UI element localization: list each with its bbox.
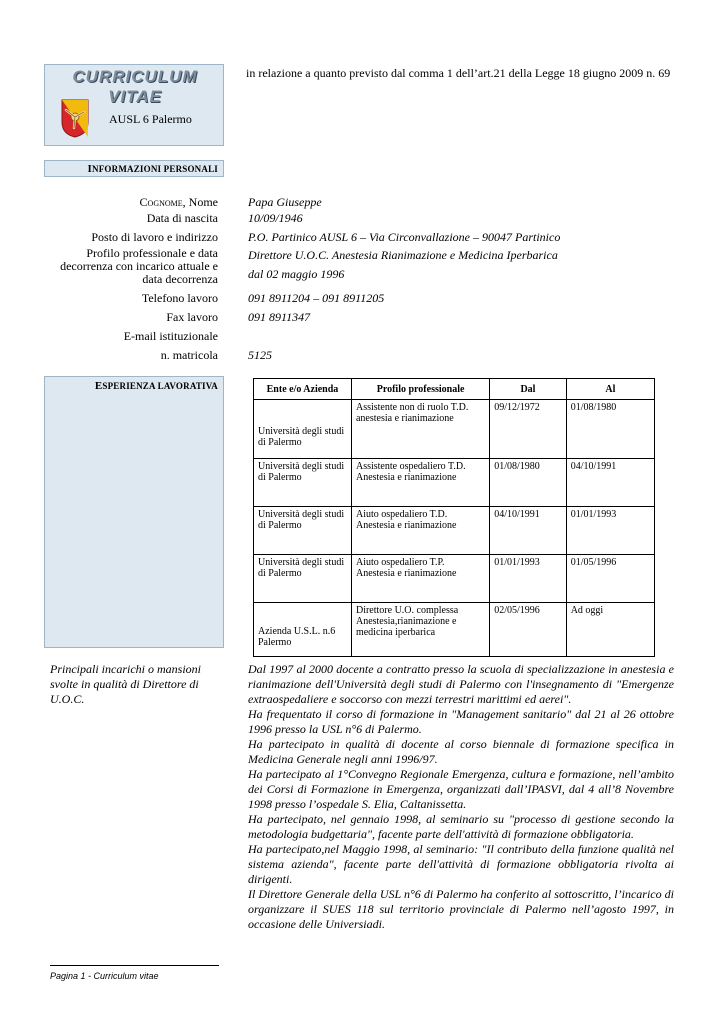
cell-ente: Università degli studi di Palermo <box>254 555 352 603</box>
incarichi-paragraph: Ha partecipato al 1°Convegno Regionale Emergenza, cultura e formazione, nell’ambito dei Corsi di Formazione in Emergenza, organizzati dall’IPASVI, dal 4 all’8 Novembre 1998 presso l’ospedale S. Elia, Caltanissetta. <box>248 767 674 811</box>
profile-date: dal 02 maggio 1996 <box>248 267 345 281</box>
birth-value: 10/09/1946 <box>248 211 303 225</box>
table-row <box>254 400 655 459</box>
cell-al: 04/10/1991 <box>566 459 654 507</box>
section-title: INFORMAZIONI PERSONALI <box>87 163 218 175</box>
header-al: Al <box>566 379 654 400</box>
incarichi-paragraph: Il Direttore Generale della USL n°6 di Palermo ha conferito al sottoscritto, l’incarico di organizzare il SUES 118 sul territorio provinciale di Palermo nell’agosto 1997, in occasione delle Universiadi. <box>248 887 674 931</box>
cell-ente: Azienda U.S.L. n.6 Palermo <box>254 603 352 657</box>
cell-ente: Università degli studi di Palermo <box>254 507 352 555</box>
footer-divider <box>50 965 219 966</box>
footer-text: Pagina 1 - Curriculum vitae <box>50 971 159 981</box>
intro-text: in relazione a quanto previsto dal comma 1 dell’art.21 della Legge 18 giugno 2009 n. 69 <box>246 66 671 80</box>
header-ente: Ente e/o Azienda <box>254 379 352 400</box>
table-row <box>254 603 655 657</box>
curriculum-vitae-logo: CURRICULUM VITAE <box>72 67 198 106</box>
fax-value: 091 8911347 <box>248 310 311 324</box>
incarichi-paragraph: Ha partecipato in qualità di docente al corso biennale di formazione specifica in Medicina Generale negli anni 1996/97. <box>248 737 674 766</box>
cell-profilo: Direttore U.O. complessa Anestesia,rianimazione e medicina iperbarica <box>351 603 489 657</box>
header-box <box>44 64 224 146</box>
incarichi-label: Principali incarichi o mansioni svolte in qualità di Direttore di U.O.C. <box>50 662 201 706</box>
cell-dal: 01/08/1980 <box>490 459 567 507</box>
incarichi-paragraph: Ha frequentato il corso di formazione in "Management sanitario" dal 21 al 26 ottobre 1996 presso la USL n°6 di Palermo. <box>248 707 674 736</box>
profile-label: Profilo professionale e data decorrenza con incarico attuale e data decorrenza <box>60 246 218 286</box>
cell-profilo: Assistente non di ruolo T.D. anestesia e rianimazione <box>351 400 489 459</box>
cell-dal: 09/12/1972 <box>490 400 567 459</box>
org-name: AUSL 6 Palermo <box>109 112 192 126</box>
phone-value: 091 8911204 – 091 8911205 <box>248 291 385 305</box>
incarichi-paragraph: Ha partecipato,nel Maggio 1998, al seminario: "Il contributo della funzione qualità nel sistema azienda", facente parte dell'attività di formazione obbligatoria rivolta ai dirigenti. <box>248 842 674 886</box>
table-row <box>254 555 655 603</box>
cell-profilo: Aiuto ospedaliero T.D. Anestesia e rianimazione <box>351 507 489 555</box>
cell-al: 01/08/1980 <box>566 400 654 459</box>
phone-label: Telefono lavoro <box>141 291 218 305</box>
workplace-label: Posto di lavoro e indirizzo <box>91 230 218 244</box>
section-title: ESPERIENZA LAVORATIVA <box>94 380 218 392</box>
cognome-label: Cognome, Nome <box>139 195 218 209</box>
incarichi-paragraph: Ha partecipato, nel gennaio 1998, al seminario su "processo di gestione secondo la metodologia budgettaria", facente parte dell'attività di formazione obbligatoria. <box>248 812 674 841</box>
incarichi-text <box>248 662 674 932</box>
cell-al: Ad oggi <box>566 603 654 657</box>
cell-dal: 04/10/1991 <box>490 507 567 555</box>
table-row <box>254 459 655 507</box>
incarichi-paragraph: Dal 1997 al 2000 docente a contratto presso la scuola di specializzazione in anestesia e rianimazione dell'Università degli studi di Palermo con l'insegnamento di "Emergenze extraospedaliere e soccorso con mezzi terrestri marittimi ed aerei". <box>248 662 674 706</box>
name-value: Papa Giuseppe <box>248 195 322 209</box>
experience-table <box>253 378 655 657</box>
email-label: E-mail istituzionale <box>123 329 218 343</box>
cell-al: 01/01/1993 <box>566 507 654 555</box>
profile-value: Direttore U.O.C. Anestesia Rianimazione e Medicina Iperbarica <box>248 248 558 262</box>
cell-dal: 02/05/1996 <box>490 603 567 657</box>
section-personal-info <box>44 160 224 177</box>
section-work-experience <box>44 376 224 648</box>
cell-ente: Università degli studi di Palermo <box>254 459 352 507</box>
matricola-label: n. matricola <box>160 348 218 362</box>
cell-dal: 01/01/1993 <box>490 555 567 603</box>
table-row <box>254 507 655 555</box>
workplace-value: P.O. Partinico AUSL 6 – Via Circonvallazione – 90047 Partinico <box>248 230 561 244</box>
table-header-row <box>254 379 655 400</box>
matricola-value: 5125 <box>248 348 272 362</box>
header-profilo: Profilo professionale <box>351 379 489 400</box>
cell-ente: Università degli studi di Palermo <box>254 400 352 459</box>
fax-label: Fax lavoro <box>166 310 218 324</box>
birth-label: Data di nascita <box>146 211 218 225</box>
cell-profilo: Aiuto ospedaliero T.P. Anestesia e rianimazione <box>351 555 489 603</box>
header-dal: Dal <box>490 379 567 400</box>
sicily-emblem-icon <box>60 98 90 138</box>
cell-al: 01/05/1996 <box>566 555 654 603</box>
cell-profilo: Assistente ospedaliero T.D. Anestesia e rianimazione <box>351 459 489 507</box>
